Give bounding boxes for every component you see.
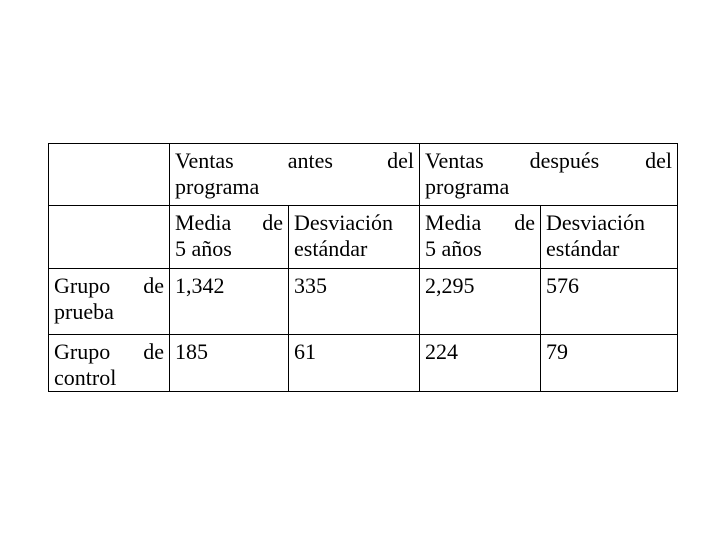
row-label-test-group-line-1: Grupo de: [54, 273, 164, 298]
row-label-control-group-line-2: control: [54, 365, 117, 390]
header-row-1: [49, 144, 678, 206]
header-sd-after-line-2: estándar: [546, 236, 620, 261]
empty-label-cell: [49, 206, 170, 269]
test-mean-before: 1,342: [170, 269, 289, 335]
empty-corner-cell: [49, 144, 170, 206]
row-label-control-group-line-1: Grupo de: [54, 339, 164, 364]
header-sales-before: [170, 144, 420, 206]
header-sd-after-line-1: Desviación: [546, 210, 645, 235]
header-sales-before-line-1: Ventas antes del: [175, 148, 415, 173]
header-sd-before-line-1: Desviación: [294, 210, 393, 235]
header-row-2: [49, 206, 678, 269]
test-mean-after: 2,295: [420, 269, 541, 335]
test-sd-after: 576: [541, 269, 678, 335]
row-label-test-group-line-2: prueba: [54, 299, 114, 324]
control-sd-before: 61: [289, 335, 420, 392]
control-mean-after: 224: [420, 335, 541, 392]
header-sd-before-line-2: estándar: [294, 236, 368, 261]
header-mean-after: [420, 206, 541, 269]
header-sales-after-line-2: programa: [425, 174, 510, 199]
table-row: [49, 335, 678, 392]
header-sales-after: [420, 144, 678, 206]
control-sd-after: 79: [541, 335, 678, 392]
sales-table: [48, 143, 678, 392]
header-mean-after-line-1: Media de: [425, 210, 536, 235]
header-mean-before: [170, 206, 289, 269]
header-mean-before-line-1: Media de: [175, 210, 283, 235]
header-sales-before-line-2: programa: [175, 174, 260, 199]
test-sd-before: 335: [289, 269, 420, 335]
row-label-control-group: [49, 335, 170, 392]
header-mean-after-line-2: 5 años: [425, 236, 482, 261]
control-mean-before: 185: [170, 335, 289, 392]
row-label-test-group: [49, 269, 170, 335]
header-sd-after: [541, 206, 678, 269]
header-sd-before: [289, 206, 420, 269]
header-sales-after-line-1: Ventas después del: [425, 148, 673, 173]
table-row: [49, 269, 678, 335]
header-mean-before-line-2: 5 años: [175, 236, 232, 261]
